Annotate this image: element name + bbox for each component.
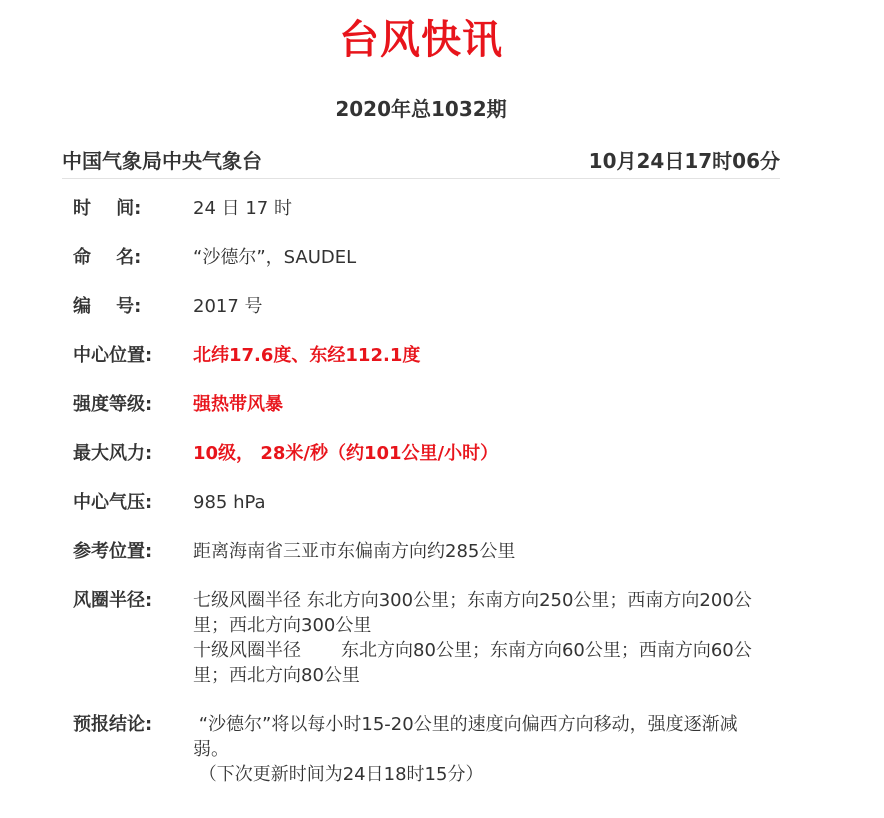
info-row-level	[73, 392, 773, 417]
reference-value: 距离海南省三亚市东偏南方向约285公里	[193, 541, 516, 562]
wind-radius-value	[193, 588, 773, 688]
wind-radius-label: 风圈半径:	[73, 590, 153, 611]
info-row-reference	[73, 539, 773, 564]
name-label: 命 名:	[73, 247, 142, 268]
info-row-name	[73, 245, 773, 270]
forecast-label: 预报结论:	[73, 714, 153, 735]
wind-radius-10: 十级风圈半径 东北方向80公里；东南方向60公里；西南方向60公里；西北方向80公里	[193, 640, 752, 686]
max-wind-value: 10级， 28米/秒（约101公里/小时）	[193, 443, 499, 464]
pressure-value: 985 hPa	[193, 492, 266, 513]
source-header	[62, 145, 780, 174]
name-value: “沙德尔”，SAUDEL	[193, 247, 357, 268]
forecast-value	[193, 712, 773, 787]
agency-name: 中国气象局中央气象台	[62, 149, 262, 173]
issue-number: 2020年总1032期	[335, 97, 507, 121]
info-row-pressure	[73, 490, 773, 515]
info-row-number	[73, 294, 773, 319]
info-row-time	[73, 196, 773, 221]
number-label: 编 号:	[73, 296, 142, 317]
info-row-wind-radius	[73, 588, 773, 688]
max-wind-label: 最大风力:	[73, 443, 153, 464]
info-row-max-wind	[73, 441, 773, 466]
header-divider	[62, 178, 780, 179]
number-value: 2017 号	[193, 296, 263, 317]
info-row-forecast	[73, 712, 773, 787]
next-update-note: （下次更新时间为24日18时15分）	[193, 764, 484, 785]
time-value: 24 日 17 时	[193, 198, 292, 219]
level-label: 强度等级:	[73, 394, 153, 415]
page-title: 台风快讯	[339, 17, 503, 63]
wind-radius-7: 七级风圈半径 东北方向300公里；东南方向250公里；西南方向200公里；西北方向300公里	[193, 590, 752, 636]
typhoon-info-table	[73, 196, 773, 787]
reference-label: 参考位置:	[73, 541, 153, 562]
level-value: 强热带风暴	[193, 394, 283, 415]
info-row-center	[73, 343, 773, 368]
forecast-text: “沙德尔”将以每小时15-20公里的速度向偏西方向移动，强度逐渐减弱。	[193, 714, 738, 760]
pressure-label: 中心气压:	[73, 492, 153, 513]
center-value: 北纬17.6度、东经112.1度	[193, 345, 421, 366]
center-label: 中心位置:	[73, 345, 153, 366]
issued-time: 10月24日17时06分	[588, 149, 780, 173]
time-label: 时 间:	[73, 198, 142, 219]
